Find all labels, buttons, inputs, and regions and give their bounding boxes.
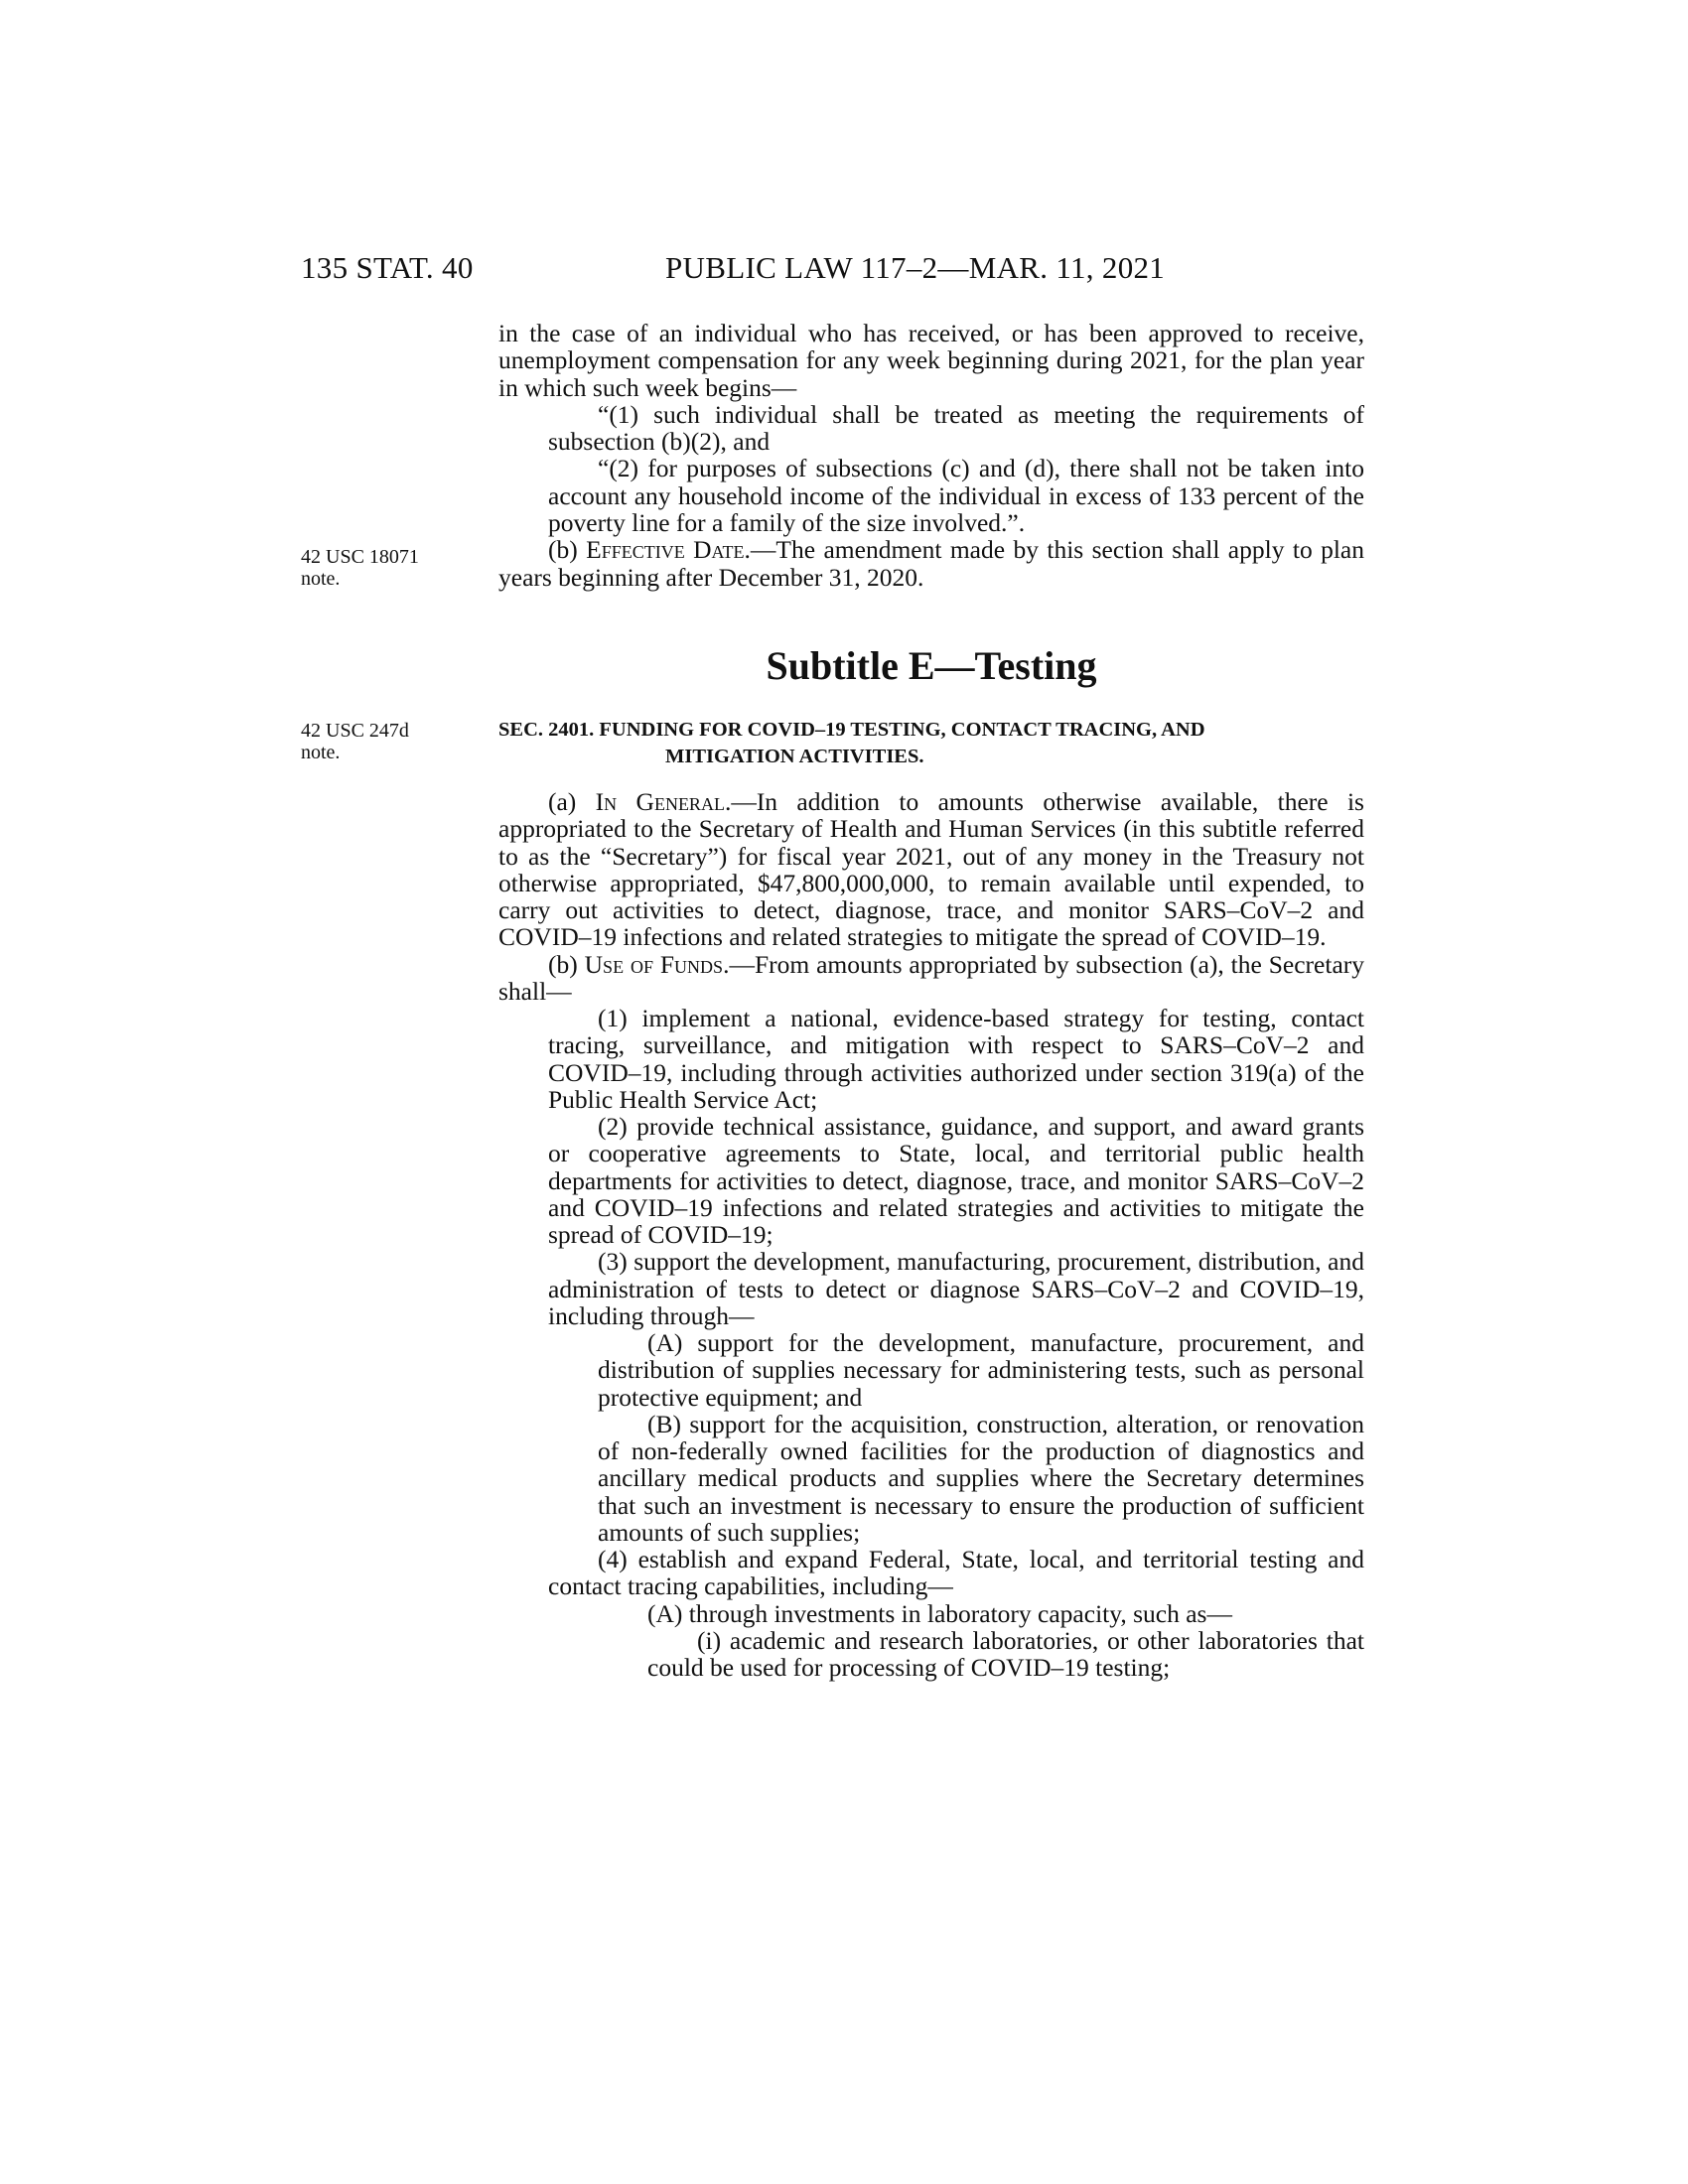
paragraph-prefix: (b) xyxy=(548,949,585,979)
paragraph-item-4a: (A) through investments in laboratory capacity, such as— xyxy=(647,1598,1232,1628)
paragraph-text: .—The amendment made by this section shall apply to plan years beginning after December 31, 2020. xyxy=(498,535,1365,592)
subsection-b xyxy=(498,951,1364,1006)
paragraph-item-2 xyxy=(498,455,1364,536)
margin-note-line: note. xyxy=(301,742,341,763)
paragraph: in the case of an individual who has received, or has been approved to receive, unemployment compensation for any week beginning during 2021, for the plan year in which such week begins— xyxy=(498,319,1364,402)
law-citation-header: PUBLIC LAW 117–2—MAR. 11, 2021 xyxy=(665,250,1166,285)
paragraph-heading: In General xyxy=(595,787,725,816)
paragraph-prefix: (b) xyxy=(548,535,587,565)
paragraph-item-4: (4) establish and expand Federal, State, local, and territorial testing and contact tracing capabilities, including— xyxy=(548,1545,1364,1601)
margin-note-line: note. xyxy=(301,568,341,590)
section-heading-line-1: SEC. 2401. FUNDING FOR COVID–19 TESTING, CONTACT TRACING, AND xyxy=(498,719,1205,741)
margin-note-line: 42 USC 247d xyxy=(301,720,409,742)
paragraph-prefix: (a) xyxy=(548,787,596,816)
margin-note-usc-247d xyxy=(301,720,490,763)
stat-page-number: 135 STAT. 40 xyxy=(301,250,474,285)
subtitle-heading: Subtitle E—Testing xyxy=(766,643,1097,688)
paragraph-text: .—In addition to amounts otherwise available, there is appropriated to the Secretary of Health and Human Services (in this subtitle referred to as the “Secretary”) for fiscal year 2021, out of any money in the Treasury not otherwise appropriated, $47,800,000,000, to remain available until expended, to carry out activities to detect, diagnose, trace, and monitor SARS–CoV–2 and COVID–19 infections and related strategies to mitigate the spread of COVID–19. xyxy=(498,787,1364,952)
paragraph-text: .—From amounts appropriated by subsection (a), the Secretary shall— xyxy=(498,949,1365,1006)
paragraph-heading: Effective Date xyxy=(586,535,745,565)
paragraph-item-1: (1) implement a national, evidence-based strategy for testing, contact tracing, surveillance, and mitigation with respect to SARS–CoV–2 and COVID–19, including through activities authorized under section 319(a) of the Public Health Service Act; xyxy=(548,1004,1364,1114)
section-body xyxy=(498,788,1364,1681)
paragraph-item-3a: (A) support for the development, manufacture, procurement, and distribution of supplies necessary for administering tests, such as personal protective equipment; and xyxy=(598,1328,1364,1412)
margin-note-line: 42 USC 18071 xyxy=(301,546,419,568)
section-heading xyxy=(498,717,1364,770)
paragraph-text: “(2) for purposes of subsections (c) and (d), there shall not be taken into account any household income of the individual in excess of 133 percent of the poverty line for a family of the size involved.”. xyxy=(548,454,1364,538)
paragraph-item-2: (2) provide technical assistance, guidance, and support, and award grants or cooperative agreements to State, local, and territorial public health departments for activities to detect, diagnose, trace, and monitor SARS–CoV–2 and COVID–19 infections and related strategies and activities to mitigate the spread of COVID–19; xyxy=(548,1112,1364,1249)
section-heading-line-2: MITIGATION ACTIVITIES. xyxy=(665,746,924,767)
paragraph-item-3: (3) support the development, manufacturing, procurement, distribution, and administration of tests to detect or diagnose SARS–CoV–2 and COVID–19, including through— xyxy=(548,1247,1364,1330)
margin-note-usc-18071 xyxy=(301,546,490,590)
paragraph-item-1 xyxy=(498,401,1364,456)
effective-date-paragraph xyxy=(498,536,1364,591)
paragraph-text: “(1) such individual shall be treated as meeting the requirements of subsection (b)(2), and xyxy=(548,399,1364,457)
subsection-a xyxy=(498,788,1364,951)
top-section-text xyxy=(498,320,1364,591)
paragraph-heading: Use of Funds xyxy=(584,949,724,979)
paragraph-item-3b: (B) support for the acquisition, construction, alteration, or renovation of non-federally owned facilities for the production of diagnostics and ancillary medical products and supplies where the Secretary determines that such an investment is necessary to ensure the production of sufficient amounts of such supplies; xyxy=(598,1409,1364,1547)
paragraph-item-4a-i: (i) academic and research laboratories, or other laboratories that could be used for processing of COVID–19 testing; xyxy=(647,1625,1364,1682)
